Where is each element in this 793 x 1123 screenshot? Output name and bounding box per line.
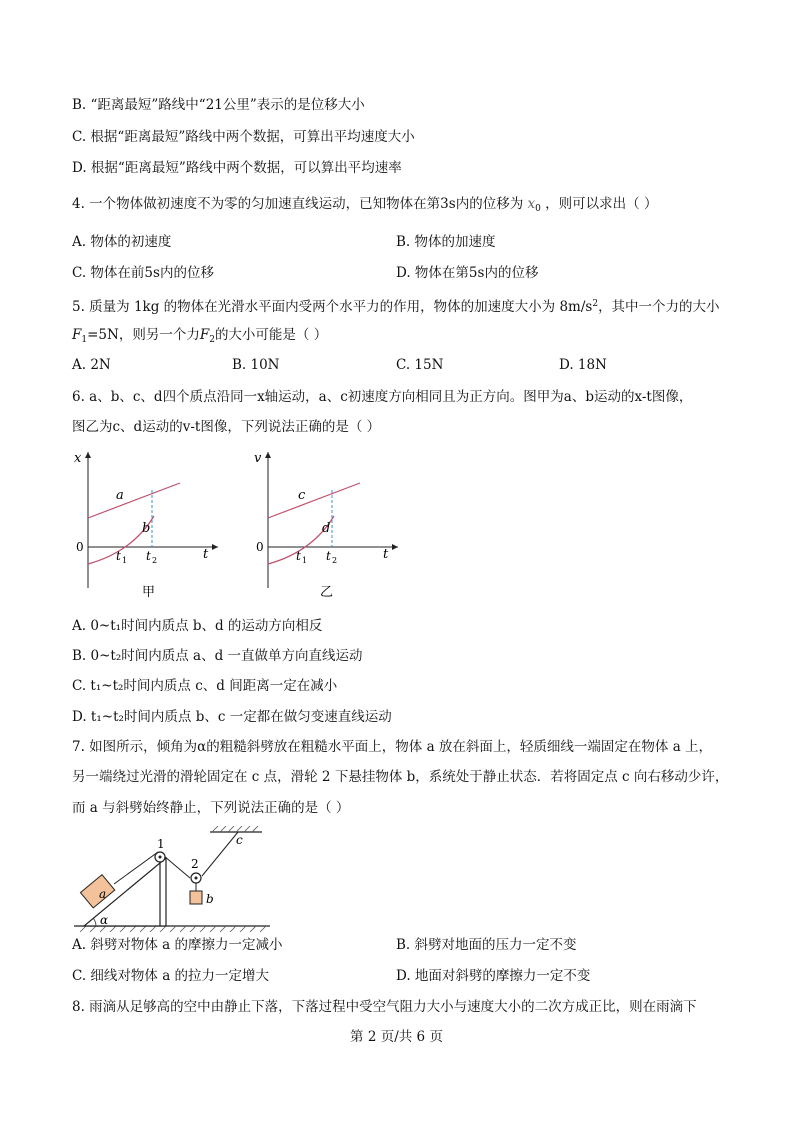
q4-stem-text-b: ，则可以求出（ ）: [545, 196, 658, 212]
t2-label: t: [326, 549, 331, 563]
block-b: [190, 891, 202, 904]
q5-option-c: C. 15N: [396, 357, 444, 373]
y-label: v: [254, 451, 262, 466]
q7-option-b: B. 斜劈对地面的压力一定不变: [396, 937, 577, 953]
t2-sub: 2: [152, 556, 158, 565]
q4-option-c: C. 物体在前5s内的位移: [72, 265, 214, 281]
origin: 0: [256, 540, 264, 554]
string-1-2: [164, 856, 190, 878]
x-label: t: [383, 547, 389, 562]
q6-option-d: D. t₁~t₂时间内质点 b、c 一定都在做匀变速直线运动: [72, 709, 392, 725]
label-c: c: [298, 488, 306, 503]
t2-sub: 2: [332, 556, 338, 565]
q5-line2: [72, 326, 327, 349]
q5-option-d: D. 18N: [559, 357, 607, 373]
pulley-diagram: [70, 826, 280, 932]
q3-option-c: C. 根据“距离最短”路线中两个数据，可算出平均速度大小: [72, 129, 415, 145]
q7-option-a: A. 斜劈对物体 a 的摩擦力一定减小: [72, 937, 283, 953]
graph-v-t: [250, 448, 410, 603]
block-a: [80, 875, 114, 908]
line-a: [88, 483, 180, 518]
q7-line1: 7. 如图所示，倾角为α的粗糙斜劈放在粗糙水平面上，物体 a 放在斜面上，轻质细线一端固定在物体 a 上，: [72, 739, 713, 755]
q6-option-a: A. 0~t₁时间内质点 b、d 的运动方向相反: [72, 618, 323, 634]
q7-line3: 而 a 与斜劈始终静止，下列说法正确的是（ ）: [72, 800, 350, 816]
q8-line1: 8. 雨滴从足够高的空中由静止下落，下落过程中受空气阻力大小与速度大小的二次方成正比，则在雨滴下: [72, 999, 697, 1015]
string-2-c: [202, 832, 238, 876]
t1-sub: 1: [302, 556, 308, 565]
q4-option-a: A. 物体的初速度: [72, 234, 172, 250]
x-label: t: [203, 547, 209, 562]
caption: 乙: [320, 585, 334, 600]
q7-line2: 另一端绕过光滑的滑轮固定在 c 点，滑轮 2 下悬挂物体 b，系统处于静止状态．若将固定点 c 向右移动少许，: [72, 769, 729, 785]
label-pulley-2: 2: [191, 857, 199, 871]
q5-option-b: B. 10N: [232, 357, 280, 373]
q4-option-d: D. 物体在第5s内的位移: [396, 265, 539, 281]
pulley-2-axle: [195, 877, 198, 880]
q5-f1: F: [72, 327, 82, 343]
label-c: c: [236, 833, 243, 847]
q5-option-a: A. 2N: [72, 357, 111, 373]
q5-line1: [72, 295, 720, 316]
q6-option-b: B. 0~t₂时间内质点 a、d 一直做单方向直线运动: [72, 648, 363, 664]
t2-label: t: [146, 549, 151, 563]
q6-line2: 图乙为c、d运动的v-t图像，下列说法正确的是（ ）: [72, 419, 381, 435]
t1-label: t: [296, 549, 301, 563]
label-d: d: [322, 521, 331, 536]
q6-line1: 6. a、b、c、d四个质点沿同一x轴运动，a、c初速度方向相同且为正方向。图甲为a、b运动的x-t图像，: [72, 389, 693, 405]
line-c: [268, 483, 360, 518]
q4-stem-text-a: 4. 一个物体做初速度不为零的匀加速直线运动，已知物体在第3s内的位移为: [72, 196, 524, 212]
q3-option-d: D. 根据“距离最短”路线中两个数据，可以算出平均速率: [72, 160, 402, 176]
y-label: x: [74, 451, 82, 466]
label-a: a: [116, 488, 124, 503]
origin: 0: [76, 540, 84, 554]
graph-x-t: [70, 448, 230, 603]
pulley-1-axle: [159, 856, 162, 859]
label-alpha: α: [100, 913, 109, 927]
label-b: b: [142, 521, 151, 536]
q3-option-b: B. “距离最短”路线中“21公里”表示的是位移大小: [72, 97, 365, 113]
q5-f1-sub: 1: [81, 335, 88, 345]
q5-f2: F: [199, 327, 210, 343]
q5-line2-text-a: =5N，则另一个力: [87, 327, 200, 343]
q4-option-b: B. 物体的加速度: [396, 234, 496, 250]
q4-stem: [72, 195, 657, 218]
caption: 甲: [142, 585, 156, 600]
q7-option-d: D. 地面对斜劈的摩擦力一定不变: [396, 968, 591, 984]
label-b: b: [206, 892, 214, 906]
label-pulley-1: 1: [157, 837, 165, 851]
q4-stem-sub: 0: [535, 204, 541, 214]
q6-option-c: C. t₁~t₂时间内质点 c、d 间距离一定在减小: [72, 678, 338, 694]
ceiling-hatch: [212, 826, 258, 832]
q5-line2-text-b: 的大小可能是（ ）: [214, 327, 328, 343]
label-a: a: [99, 887, 107, 901]
q5-line1-text: 5. 质量为 1kg 的物体在光滑水平面内受两个水平力的作用，物体的加速度大小为 8m/s: [72, 299, 593, 315]
q5-f2-sub: 2: [209, 335, 215, 345]
t1-label: t: [116, 549, 121, 563]
q4-stem-var: x: [527, 196, 536, 212]
q7-option-c: C. 细线对物体 a 的拉力一定增大: [72, 968, 270, 984]
page-footer: 第 2 页/共 6 页: [350, 1029, 443, 1045]
t1-sub: 1: [122, 556, 128, 565]
q5-line1-sup: 2: [592, 299, 599, 309]
q5-line1-text-b: ，其中一个力的大小: [598, 299, 720, 315]
